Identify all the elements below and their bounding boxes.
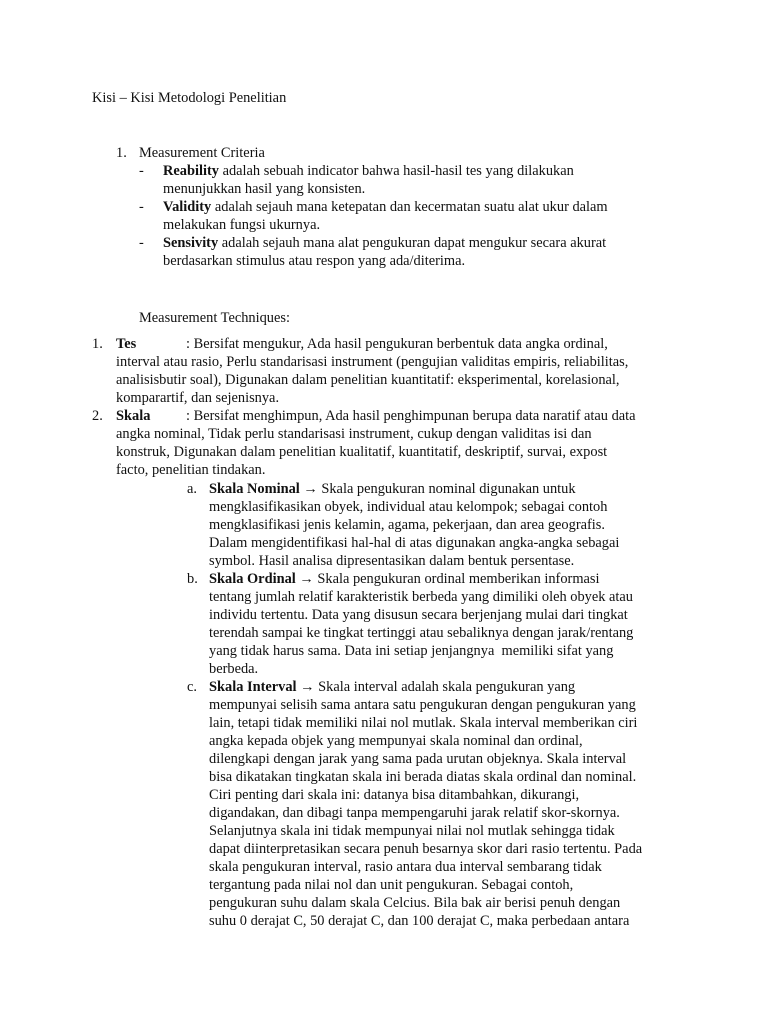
scale-text: Dalam mengidentifikasi hal-hal di atas digunakan angka-angka sebagai [209, 535, 620, 551]
techniques-heading: Measurement Techniques: [139, 310, 290, 326]
term-validity: Validity [163, 199, 212, 215]
arrow-icon: → [295, 571, 318, 587]
scale-text: pengukuran suhu dalam skala Celcius. Bila bak air berisi penuh dengan [209, 895, 621, 911]
scale-text: mengklasifikasikan obyek, individual atau kelompok; sebagai contoh [209, 499, 608, 515]
term-skala: Skala [116, 408, 151, 424]
term-tes: Tes [116, 336, 137, 352]
criteria-bullet: - [139, 199, 144, 215]
scale-text: terendah sampai ke tingkat tertinggi atau sebaliknya dengan jarak/rentang [209, 625, 634, 641]
technique-text: konstruk, Digunakan dalam penelitian kualitatif, kuantitatif, deskriptif, survai, expost [116, 444, 608, 460]
scale-text: angka kepada objek yang mempunyai skala nominal dan ordinal, [209, 733, 583, 749]
criteria-text: adalah sebuah indicator bahwa hasil-hasil tes yang dilakukan [218, 163, 574, 179]
criteria-item-reability [163, 162, 574, 180]
scale-letter: b. [187, 571, 198, 587]
technique-text: facto, penelitian tindakan. [116, 462, 266, 478]
term-sensivity: Sensivity [163, 235, 219, 251]
criteria-text: berdasarkan stimulus atau respon yang ada/diterima. [163, 253, 466, 269]
scale-letter: a. [187, 481, 197, 497]
scale-text: mengklasifikasi jenis kelamin, agama, pekerjaan, dan area geografis. [209, 517, 605, 533]
term-skala-interval: Skala Interval [209, 679, 297, 695]
criteria-text: adalah sejauh mana ketepatan dan kecermatan suatu alat ukur dalam [211, 199, 608, 215]
criteria-text: adalah sejauh mana alat pengukuran dapat mengukur secara akurat [218, 235, 607, 251]
technique-number: 2. [92, 408, 103, 424]
scale-text: Selanjutnya skala ini tidak mempunyai nilai nol mutlak sehingga tidak [209, 823, 615, 839]
technique-text: komparartif, dan sejenisnya. [116, 390, 280, 406]
document-title: Kisi – Kisi Metodologi Penelitian [92, 90, 287, 106]
scale-text: tergantung pada nilai nol dan unit pengukuran. Sebagai contoh, [209, 877, 574, 893]
scale-text: dilengkapi dengan jarak yang sama pada urutan objeknya. Skala interval [209, 751, 627, 767]
technique-text: : Bersifat menghimpun, Ada hasil penghimpunan berupa data naratif atau data [186, 408, 636, 424]
criteria-bullet: - [139, 163, 144, 179]
scale-text: suhu 0 derajat C, 50 derajat C, dan 100 derajat C, maka perbedaan antara [209, 913, 630, 929]
arrow-icon: → [296, 679, 319, 695]
scale-text: dapat diinterpretasikan secara penuh besarnya skor dari rasio tertentu. Pada [209, 841, 643, 857]
term-skala-nominal: Skala Nominal [209, 481, 300, 497]
scale-text: Ciri penting dari skala ini: datanya bisa ditambahkan, dikurangi, [209, 787, 580, 803]
scale-text: bisa dikatakan tingkatan skala ini berada diatas skala ordinal dan nominal. [209, 769, 637, 785]
scale-ordinal-first-line [209, 570, 600, 588]
term-reability: Reability [163, 163, 219, 179]
scale-nominal-first-line [209, 480, 576, 498]
technique-number: 1. [92, 336, 103, 352]
technique-text: interval atau rasio, Perlu standarisasi instrument (pengujian validitas empiris, reliabilitas, [116, 354, 629, 370]
criteria-text: menunjukkan hasil yang konsisten. [163, 181, 366, 197]
term-skala-ordinal: Skala Ordinal [209, 571, 296, 587]
arrow-icon: → [299, 481, 322, 497]
criteria-number: 1. [116, 145, 127, 161]
criteria-bullet: - [139, 235, 144, 251]
criteria-item-validity [163, 198, 608, 216]
scale-text: Skala pengukuran nominal digunakan untuk [321, 481, 576, 497]
criteria-heading: Measurement Criteria [139, 145, 265, 161]
scale-text: individu tertentu. Data yang disusun secara berjenjang mulai dari tingkat [209, 607, 628, 623]
technique-text: analisisbutir soal), Digunakan dalam penelitian kuantitatif: eksperimental, korelasional, [116, 372, 620, 388]
criteria-item-sensivity [163, 234, 606, 252]
technique-text: : Bersifat mengukur, Ada hasil pengukuran berbentuk data angka ordinal, [186, 336, 608, 352]
scale-letter: c. [187, 679, 197, 695]
scale-text: Skala interval adalah skala pengukuran yang [318, 679, 576, 695]
scale-text: Skala pengukuran ordinal memberikan informasi [317, 571, 600, 587]
scale-text: lain, tetapi tidak memiliki nilai nol mutlak. Skala interval memberikan ciri [209, 715, 638, 731]
scale-text: tentang jumlah relatif karakteristik berbeda yang dimiliki oleh obyek atau [209, 589, 633, 605]
scale-text: mempunyai selisih sama antara satu pengukuran dengan pengukuran yang [209, 697, 636, 713]
scale-text: digandakan, dan dibagi tanpa mempengaruhi jarak relatif skor-skornya. [209, 805, 620, 821]
criteria-text: melakukan fungsi ukurnya. [163, 217, 321, 233]
scale-text: berbeda. [209, 661, 259, 677]
scale-text: symbol. Hasil analisa dipresentasikan dalam bentuk persentase. [209, 553, 575, 569]
scale-interval-first-line [209, 678, 575, 696]
technique-text: angka nominal, Tidak perlu standarisasi instrument, cukup dengan validitas isi dan [116, 426, 592, 442]
scale-text: skala pengukuran interval, rasio antara dua interval sembarang tidak [209, 859, 602, 875]
scale-text: yang tidak harus sama. Data ini setiap jenjangnya memiliki sifat yang [209, 643, 614, 659]
